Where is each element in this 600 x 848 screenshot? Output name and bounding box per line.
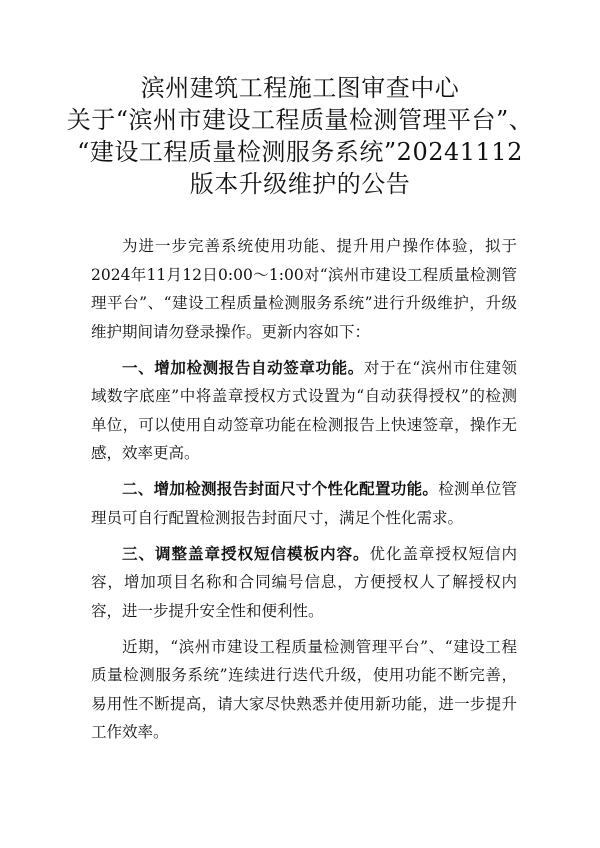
announcement-title [40, 72, 560, 200]
update-item-1-heading: 一、增加检测报告自动签章功能。 [122, 358, 364, 377]
update-item-3-text: 优化盖章授权短信内容，增加项目名称和合同编号信息，方便授权人了解授权内容，进一步提升安全性和便利性。 [91, 544, 517, 620]
update-item-2-text: 检测单位管理员可自行配置检测报告封面尺寸，满足个性化需求。 [91, 480, 517, 527]
update-item-2 [91, 475, 517, 532]
update-item-3 [91, 540, 517, 626]
update-item-1-text: 对于在“滨州市住建领域数字底座”中将盖章授权方式设置为“自动获得授权”的检测单位，可以使用自动签章功能在检测报告上快速签章，操作无感，效率更高。 [91, 358, 517, 462]
title-line-subject-1: 关于“滨州市建设工程质量检测管理平台”、 [66, 106, 534, 134]
update-item-2-heading: 二、增加检测报告封面尺寸个性化配置功能。 [122, 480, 439, 498]
intro-paragraph: 为进一步完善系统使用功能、提升用户操作体验，拟于2024年11月12日0:00～1:00对“滨州市建设工程质量检测管理平台”、“建设工程质量检测服务系统”进行升级维护，升级维护期间请勿登录操作。更新内容如下： [91, 237, 517, 341]
title-line-issuer: 滨州建筑工程施工图审查中心 [140, 74, 460, 102]
update-item-3-heading: 三、调整盖章授权短信模板内容。 [122, 544, 370, 563]
update-item-1 [91, 354, 517, 468]
title-line-subject-3: 版本升级维护的公告 [189, 170, 411, 198]
title-line-subject-2: “建设工程质量检测服务系统”20241112 [77, 138, 523, 166]
announcement-body [91, 232, 517, 754]
closing-paragraph: 近期，“滨州市建设工程质量检测管理平台”、“建设工程质量检测服务系统”连续进行迭代升级，使用功能不断完善，易用性不断提高，请大家尽快熟悉并使用新功能，进一步提升工作效率。 [91, 637, 517, 741]
